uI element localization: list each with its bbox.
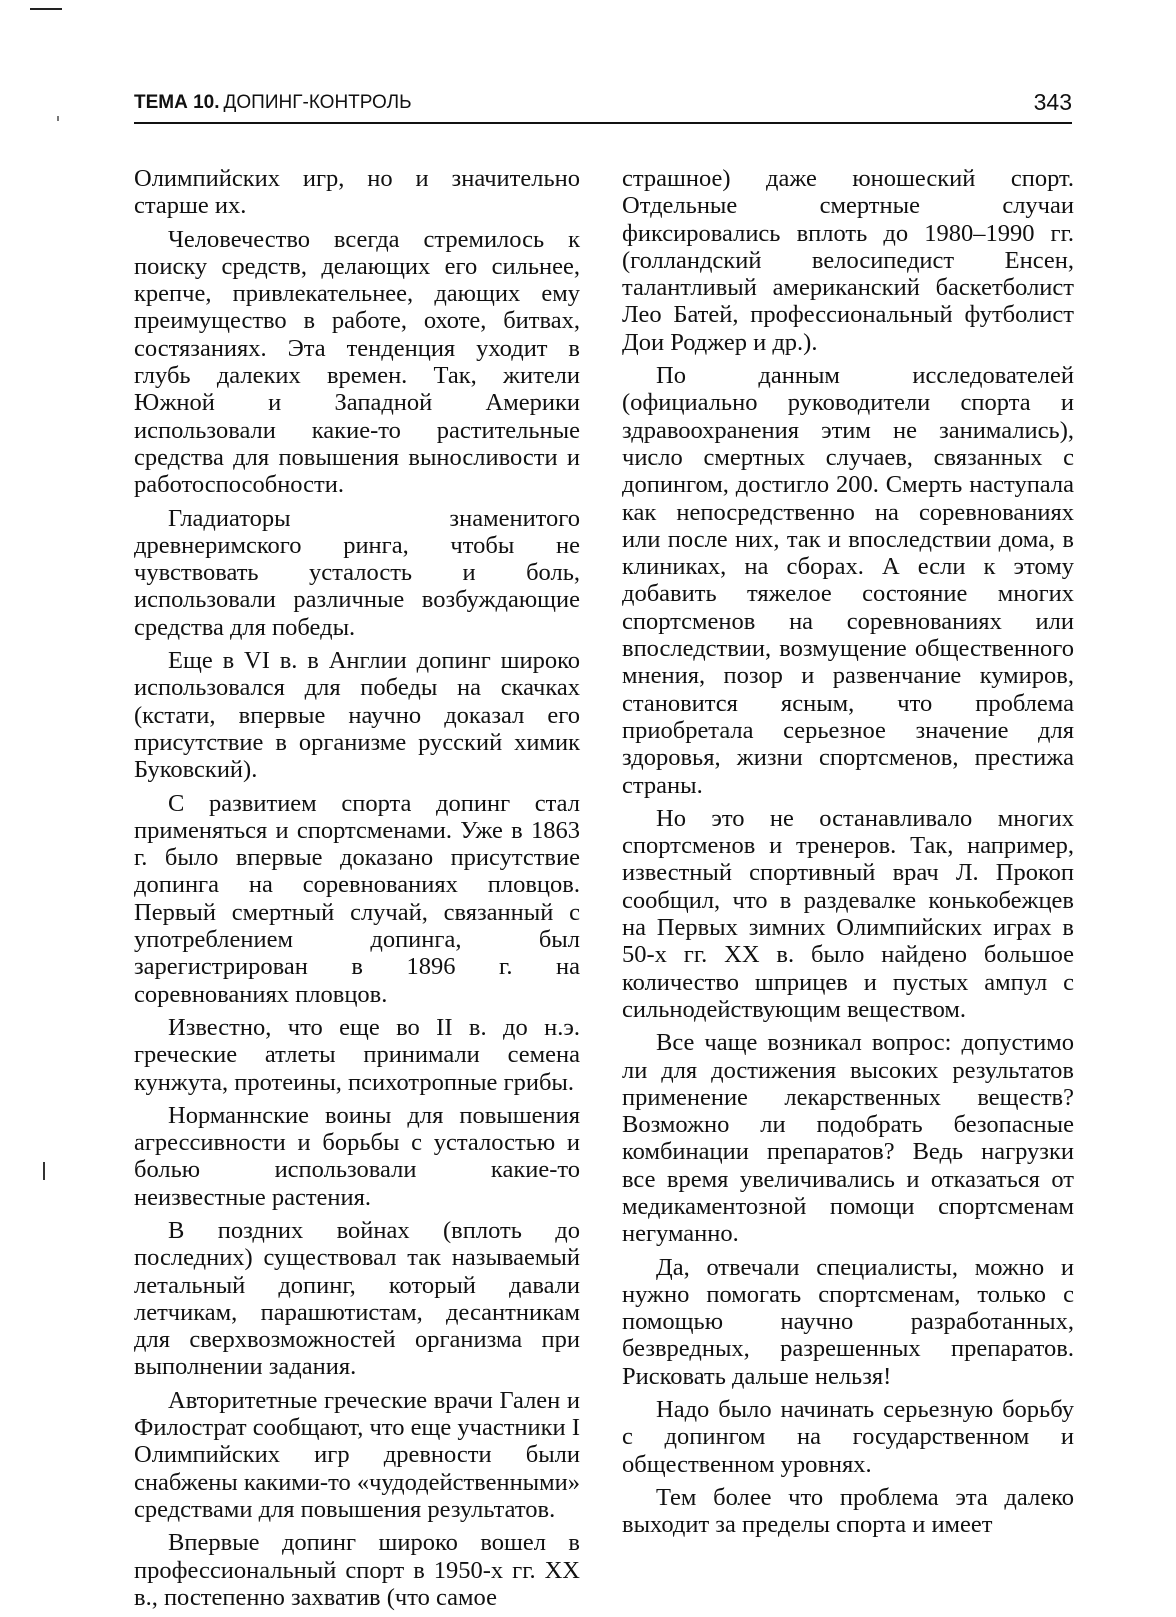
paragraph: Тем более что проблема эта далеко выходит за пределы спорта и имеет (622, 1483, 1074, 1539)
right-text-column (622, 165, 1074, 1545)
paragraph: Все чаще возникал вопрос: допустимо ли для достижения высоких результатов применение лекарственных веществ? Возможно ли подобрать безопасные комбинации препаратов? Ведь нагрузки все время увеличивались и отказаться от медикаментозной помощи спортсменам негуманно. (622, 1029, 1074, 1248)
paragraph: Авторитетные греческие врачи Гален и Филострат сообщают, что еще участники I Олимпийских игр древности были снабжены какими-то «чудодейственными» средствами для повышения результатов. (134, 1386, 581, 1523)
paragraph: Еще в VI в. в Англии допинг широко использовался для победы на скачках (кстати, впервые научно доказал его присутствие в организме русский химик Буковский). (134, 647, 580, 784)
paragraph: Известно, что еще во II в. до н.э. греческие атлеты принимали семена кунжута, протеины, психотропные грибы. (134, 1013, 580, 1096)
paragraph: По данным исследователей (официально руководители спорта и здравоохранения этим не занимались), число смертных случаев, связанных с допингом, достигло 200. Смерть наступала как непосредственно на соревнованиях или после них, так и впоследствии дома, в клиниках, на сборах. А если к этому добавить тяжелое состояние многих спортсменов на соревнованиях или впоследствии, возмущение общественного мнения, позор и развенчание кумиров, становится ясным, что проблема приобретала серьезное значение для здоровья, жизни спортсменов, престижа страны. (622, 362, 1074, 799)
paragraph: В поздних войнах (вплоть до последних) существовал так называемый летальный допинг, который давали летчикам, парашютистам, десантникам для сверхвозможностей организма при выполнении задания. (134, 1216, 580, 1381)
paragraph: Надо было начинать серьезную борьбу с допингом на государственном и общественном уровнях. (622, 1396, 1074, 1478)
running-header (134, 84, 1072, 124)
paragraph: Олимпийских игр, но и значительно старше их. (134, 165, 580, 220)
left-text-column (134, 165, 580, 1617)
paragraph: страшное) даже юношеский спорт. Отдельные смертные случаи фиксировались вплоть до 1980–1990 гг. (голландский велосипедист Енсен, талантливый американский баскетболист Лео Батей, профессиональный футболист Дои Роджер и др.). (622, 165, 1074, 356)
margin-speck (57, 116, 59, 121)
paragraph: Но это не останавливало многих спортсменов и тренеров. Так, например, известный спортивный врач Л. Прокоп сообщил, что в раздевалке конькобежцев на Первых зимних Олимпийских играх в 50-х гг. XX в. было найдено большое количество шприцев и пустых ампул с сильнодействующим веществом. (622, 804, 1074, 1023)
header-title (134, 92, 412, 114)
header-topic-name: ДОПИНГ-КОНТРОЛЬ (223, 92, 412, 113)
margin-tick-mark (43, 1162, 45, 1180)
page-number: 343 (1033, 89, 1072, 115)
paragraph: Гладиаторы знаменитого древнеримского ринга, чтобы не чувствовать усталость и боль, использовали различные возбуждающие средства для победы. (134, 504, 580, 641)
paragraph: С развитием спорта допинг стал применяться и спортсменами. Уже в 1863 г. было впервые доказано присутствие допинга на соревнованиях пловцов. Первый смертный случай, связанный с употреблением допинга, был зарегистрирован в 1896 г. на соревнованиях пловцов. (134, 789, 580, 1008)
paragraph: Человечество всегда стремилось к поиску средств, делающих его сильнее, крепче, привлекательнее, дающих ему преимущество в работе, охоте, битвах, состязаниях. Эта тенденция уходит в глубь далеких времен. Так, жители Южной и Западной Америки использовали какие-то растительные средства для повышения выносливости и работоспособности. (134, 225, 580, 499)
paragraph: Норманнские воины для повышения агрессивности и борьбы с усталостью и болью использовали какие-то неизвестные растения. (134, 1101, 580, 1211)
paragraph: Впервые допинг широко вошел в профессиональный спорт в 1950-х гг. XX в., постепенно захватив (что самое (134, 1529, 580, 1611)
paragraph: Да, отвечали специалисты, можно и нужно помогать спортсменам, только с помощью научно разработанных, безвредных, разрешенных препаратов. Рисковать дальше нельзя! (622, 1253, 1074, 1390)
header-topic-number: ТЕМА 10. (134, 92, 220, 113)
top-edge-mark (30, 8, 62, 10)
